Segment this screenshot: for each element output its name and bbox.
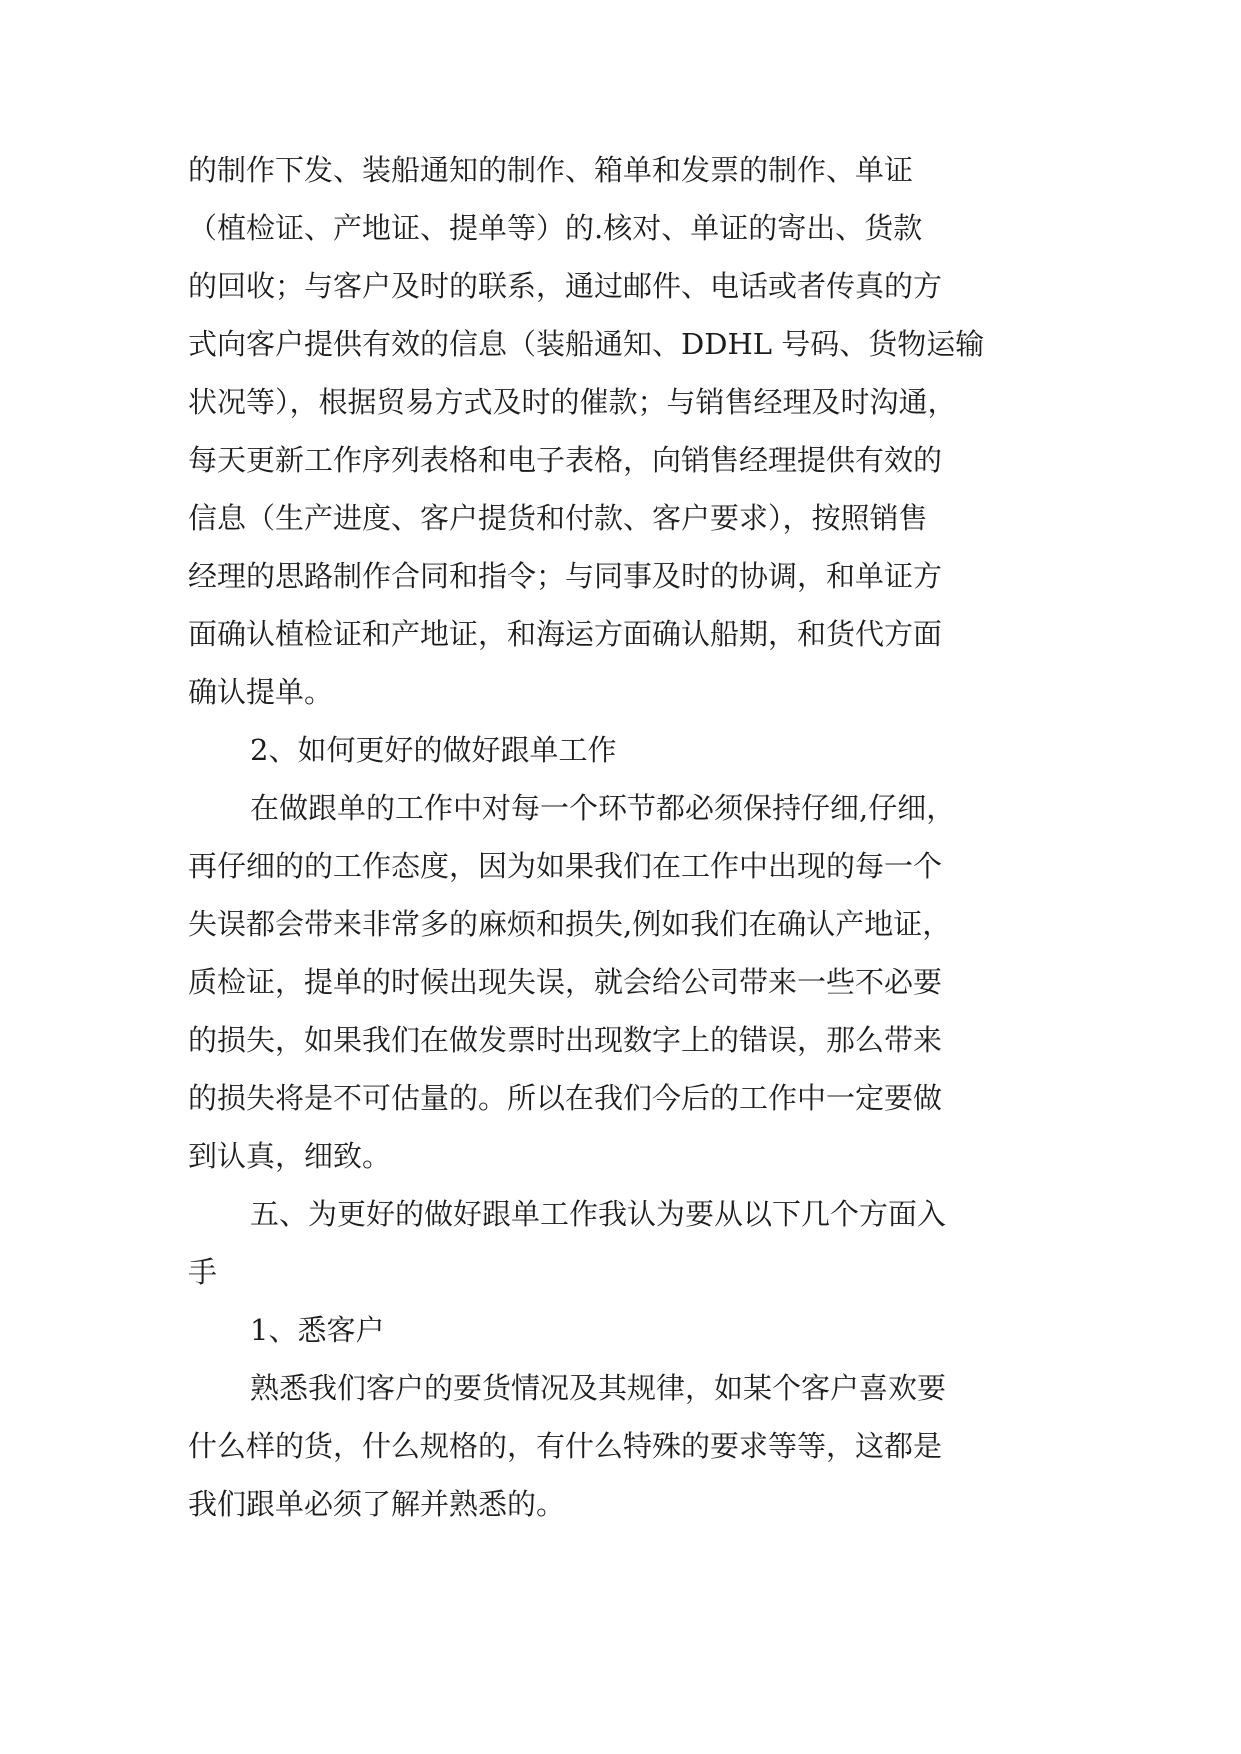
section-heading: 2、如何更好的做好跟单工作 <box>250 733 617 767</box>
text-line: 质检证，提单的时候出现失误，就会给公司带来一些不必要 <box>188 965 943 999</box>
subsection-heading: 1、悉客户 <box>250 1313 385 1347</box>
text-line: 式向客户提供有效的信息（装船通知、DDHL 号码、货物运输 <box>188 327 985 361</box>
text-line: 失误都会带来非常多的麻烦和损失,例如我们在确认产地证， <box>188 907 952 941</box>
text-line: 每天更新工作序列表格和电子表格，向销售经理提供有效的 <box>188 443 943 477</box>
text-line: 的损失，如果我们在做发票时出现数字上的错误，那么带来 <box>188 1023 943 1057</box>
text-line: 确认提单。 <box>188 675 334 709</box>
text-line: 面确认植检证和产地证，和海运方面确认船期，和货代方面 <box>188 617 943 651</box>
paragraph-start: 在做跟单的工作中对每一个环节都必须保持仔细,仔细， <box>250 791 956 825</box>
text-line: 我们跟单必须了解并熟悉的。 <box>188 1487 566 1521</box>
text-line: （植检证、产地证、提单等）的.核对、单证的寄出、货款 <box>188 211 923 245</box>
text-line: 的回收；与客户及时的联系，通过邮件、电话或者传真的方 <box>188 269 943 303</box>
text-line: 信息（生产进度、客户提货和付款、客户要求），按照销售 <box>188 501 928 535</box>
text-line: 的制作下发、装船通知的制作、箱单和发票的制作、单证 <box>188 153 914 187</box>
section-heading: 五、为更好的做好跟单工作我认为要从以下几个方面入 <box>250 1197 947 1231</box>
text-line: 再仔细的的工作态度，因为如果我们在工作中出现的每一个 <box>188 849 943 883</box>
paragraph-start: 熟悉我们客户的要货情况及其规律，如某个客户喜欢要 <box>250 1371 947 1405</box>
text-line: 的损失将是不可估量的。所以在我们今后的工作中一定要做 <box>188 1081 943 1115</box>
text-line: 状况等），根据贸易方式及时的催款；与销售经理及时沟通， <box>188 385 957 419</box>
text-line: 经理的思路制作合同和指令；与同事及时的协调，和单证方 <box>188 559 943 593</box>
text-line: 手 <box>188 1255 218 1289</box>
text-line: 什么样的货，什么规格的，有什么特殊的要求等等，这都是 <box>188 1429 943 1463</box>
text-line: 到认真，细致。 <box>188 1139 392 1173</box>
